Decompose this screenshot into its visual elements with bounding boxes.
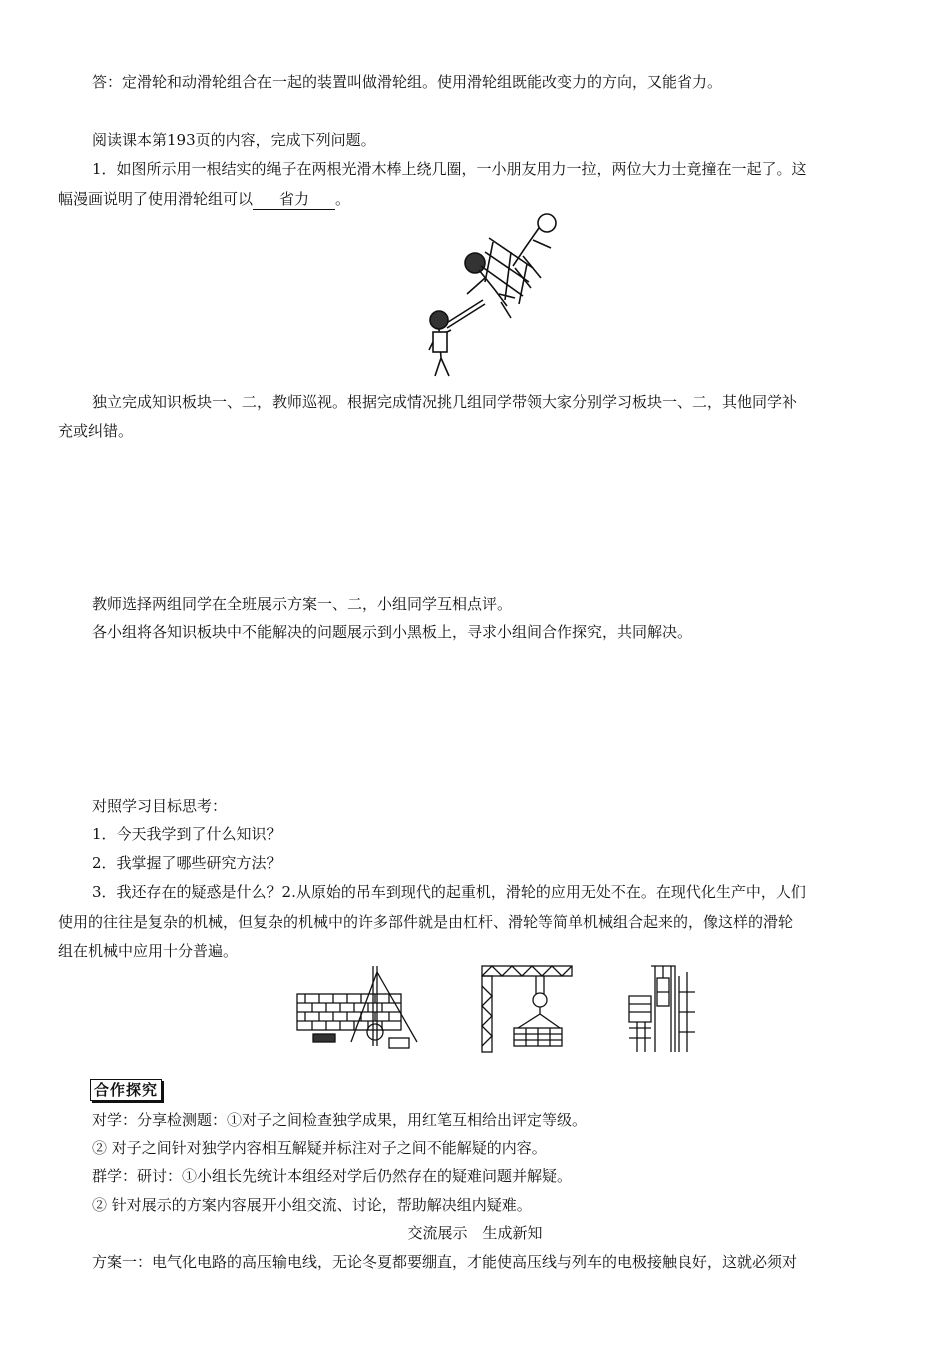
instruction-paragraph-2: 教师选择两组同学在全班展示方案一、二，小组同学互相点评。 [92,595,513,613]
instruction-paragraph-1: 独立完成知识板块一、二，教师巡视。根据完成情况挑几组同学带领大家分别学习板块一、二，其他同学补 [92,393,798,411]
instruction-paragraph-1-cont: 充或纠错。 [58,422,134,440]
modern-crane-illustration [478,962,576,1054]
primitive-crane-illustration [293,962,423,1054]
reflection-item-3-cont-2: 组在机械中应用十分普遍。 [58,942,239,960]
reflection-item-1: 1．今天我学到了什么知识？ [92,825,282,843]
instruction-paragraph-3: 各小组将各知识板块中不能解决的问题展示到小黑板上，寻求小组间合作探究，共同解决。 [92,623,693,641]
reflection-item-3: 3．我还存在的疑惑是什么？2.从原始的吊车到现代的起重机，滑轮的应用无处不在。在现代化生产中，人们 [92,883,806,901]
reflection-heading: 对照学习目标思考： [92,797,228,815]
group-study-line-1: 群学：研讨：①小组长先统计本组经对学后仍然存在的疑难问题并解疑。 [92,1167,573,1185]
question-1-continuation [58,189,350,210]
question-1-text: 1．如图所示用一根结实的绳子在两根光滑木棒上绕几圈，一小朋友用力一拉，两位大力士竟撞在一起了。这 [92,160,807,178]
answer-text: 答：定滑轮和动滑轮组合在一起的装置叫做滑轮组。使用滑轮组既能改变力的方向，又能省力。 [92,73,723,91]
reflection-item-2: 2．我掌握了哪些研究方法？ [92,854,282,872]
cooperative-inquiry-badge: 合作探究 [90,1079,162,1101]
reflection-item-3-cont-1: 使用的往往是复杂的机械，但复杂的机械中的许多部件就是由杠杆、滑轮等简单机械组合起来的，像这样的滑轮 [58,913,794,931]
question-1-prefix: 幅漫画说明了使用滑轮组可以 [58,190,254,208]
plan-one-text: 方案一：电气化电路的高压输电线，无论冬夏都要绷直，才能使高压线与列车的电极接触良好，这就必须对 [92,1253,798,1271]
pair-study-line-1: 对学：分享检测题：①对子之间检查独学成果，用红笔互相给出评定等级。 [92,1111,588,1129]
group-study-line-2: ② 针对展示的方案内容展开小组交流、讨论，帮助解决组内疑难。 [92,1196,532,1214]
section-heading: 交流展示 生成新知 [407,1224,543,1242]
pair-study-line-2: ② 对子之间针对独学内容相互解疑并标注对子之间不能解疑的内容。 [92,1139,547,1157]
elevator-illustration [625,962,697,1054]
pulley-cartoon-illustration [415,208,560,380]
answer-blank: 省力 [253,189,335,210]
question-1-suffix: 。 [335,190,351,208]
reading-instruction: 阅读课本第193页的内容，完成下列问题。 [92,131,376,149]
